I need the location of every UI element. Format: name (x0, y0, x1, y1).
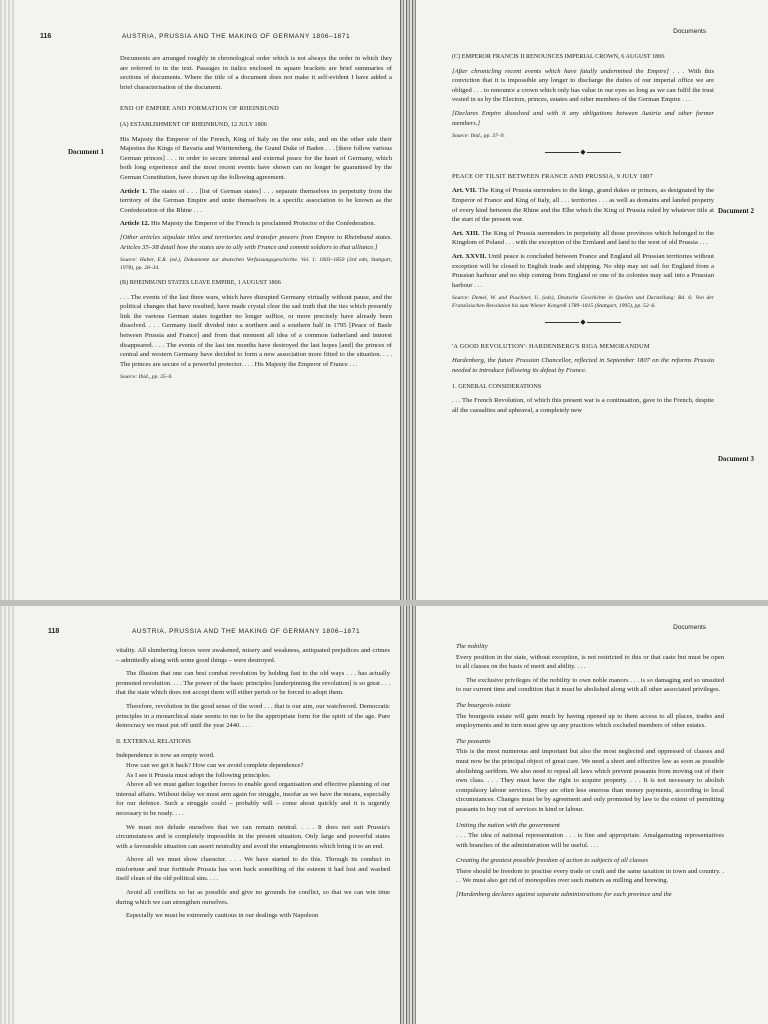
subsection-heading: Creating the greatest possible freedom of action to subjects of all classes (456, 857, 649, 865)
paragraph: vitality. All slumbering forces were awakened, misery and weakness, antiquated prejudices and crimes – admittedly along with some good things – were destroyed. (116, 647, 390, 664)
running-head: AUSTRIA, PRUSSIA AND THE MAKING OF GERMANY 1806–1871 (122, 33, 351, 40)
section-c-text: . . . With this conviction that it is impossible any longer to discharge the duties of our imperial office we are obliged . . . to renounce a crown which only has value in our eyes so long as we can fulfil the trust vested in us by the Electors, princes, estates and other members of the German Empire . . . (452, 67, 715, 104)
paragraph: How can we get it back? How can we avoid complete dependence? (126, 761, 304, 769)
document-3-intro: Hardenberg, the future Prussian Chancellor, reflected in September 1807 on the reforms Prussia needed to introduce following its defeat by France. (452, 357, 714, 375)
article-13 (452, 229, 714, 248)
document-2-label: Document 2 (718, 207, 754, 215)
page-edge (0, 0, 14, 600)
document-3-label: Document 3 (718, 455, 754, 463)
article-7-text: The King of Prussia surrenders to the kings, grand dukes or princes, as designated by the Emperor of France and King of Italy, all . . . territories . . . as well as domains and landed property of every kind between the Rhine and the Elbe which the King of Prussia ruled by whatever title at the start of the present war. (452, 187, 715, 224)
paragraph: Every position in the state, without exception, is not restricted to this or that caste but must be open to all classes on the basis of merit and ability. . . . (456, 653, 724, 671)
paragraph: This is the most numerous and important but also the most neglected and oppressed of classes and must now be the principal object of great care. We need a short and effective law as soon as possible abolishing serfdom. We also need to repeal all laws which prevent peasants from moving out of their own class. . . . They must have the right to acquire property. . . . It is not necessary to abolish compulsory labour services. They are often less onerous than money payments, according to local circumstances. Changes must be by agreement and only promoted by law to the extent of permitting peasants to buy out of services in kind or labour. (456, 748, 724, 813)
subsection-heading: The bourgeois estate (456, 701, 511, 709)
document-3-paragraph: . . . The French Revolution, of which this present war is a continuation, gave to the French, despite all the casualties and upheaval, a completely new (452, 397, 714, 414)
article-1-text: The states of . . . [list of German states] . . . separate themselves in perpetuity from the territory of the German Empire and unite themselves in a specific association to be known as the Confederation of the Rhine . . . (120, 187, 393, 214)
paragraph: The bourgeois estate will gain much by having opened up to them access to all places, trades and employments and in turn must give up any practices which excluded members of other estates. (456, 712, 724, 730)
subsection-heading: Uniting the nation with the government (456, 821, 560, 829)
article-27-label: Art. XXVII. (452, 252, 487, 260)
article-27 (452, 252, 714, 290)
article-27-text: Until peace is concluded between France and England all Prussian territories without exception will be closed to English trade and shipping. No ship may set sail for England from a Prussian harbour and no ship coming from England or one of its colonies may sail into a Prussian harbour . . . (452, 252, 714, 289)
section-b-source: Source: Ibid., pp. 35–6. (120, 374, 173, 381)
document-1-title: END OF EMPIRE AND FORMATION OF RHEINBUND (120, 105, 279, 113)
paragraph: The exclusive privileges of the nobility to own noble manors . . . is so damaging and so unsuited to our current time and condition that it must be abolished along with all other associated privileges. (456, 676, 724, 694)
section-c-source: Source: Ibid., pp. 37–9. (452, 133, 505, 140)
section-a-paragraph: His Majesty the Emperor of the French, King of Italy on the one side, and on the other side their Majesties the Kings of Bavaria and Württemberg, the Grand Duke of Baden . . . [there follow various German princes] . . . in order to secure internal and external peace for the heart of Germany, which both long experience and the most recent events have shown can no longer be guaranteed by the German Constitution, have drawn up the following agreement. (120, 135, 392, 181)
text-column (116, 646, 390, 925)
article-12 (120, 219, 392, 229)
document-2-source: Source: Demel, W. and Puschner, U. (eds), Deutsche Geschichte in Quellen und Darstellung: Bd. 6: Von der Französischen Revolution bis zum Wiener Kongreß 1789–1815 (Stuttgart, 1995), pp. 52–6. (452, 295, 714, 310)
page-119 (416, 606, 768, 1024)
paragraph: As I see it Prussia must adopt the following principles. (126, 771, 271, 779)
paragraph: . . . The idea of national representation . . . is fine and appropriate. Amalgamating representatives with branches of the administration will be useful. . . . (456, 832, 724, 849)
paragraph: The illusion that one can best combat revolution by holding fast to the old ways . . . has actually promoted revolution. . . . The power of the basic principles [underpinning the revolution] is so great . . . that the state which does not accept them will either perish or be forced to adopt them. (116, 670, 390, 697)
article-1 (120, 187, 392, 216)
book-gutter (400, 0, 416, 600)
paragraph: We must not delude ourselves that we can remain neutral. . . . It does not suit Prussia's circumstances and is completely impossible in the present situation. Only large and powerful states with a favourable situation can assert neutrality and avoid the entanglements which bring it to an end. (116, 823, 390, 850)
article-7 (452, 186, 714, 224)
intro-paragraph: Documents are arranged roughly in chronological order which is not always the order in which they are referred to in the text. Passages in italics enclosed in square brackets are brief summaries of sections of documents. Where the title of a document does not make it self-evident I have added a brief characterisation of the document. (120, 55, 392, 91)
subsection-heading: The peasants (456, 737, 491, 745)
article-13-label: Art. XIII. (452, 229, 480, 237)
section-b-paragraph: . . . The events of the last three wars, which have disrupted Germany virtually without pause, and the political changes that have resulted, have made crystal clear the sad truth that the ties which presently link the various German states together no longer suffice, or more precisely have already been dissolved. . . . Germany itself divided into a northern and a southern half in 1795 [Peace of Basle between Prussia and France] and from that moment all idea of a common fatherland and interest disappeared. . . . The events of the last ten months have destroyed the last hopes [and] the princes of central and western Germany have decided to form a new association more fitted to the situation. . . . The princes are secure of a powerful protector. . . . His Majesty the Emperor of France . . . (120, 293, 392, 368)
page-edge (0, 606, 14, 1024)
article-12-text: His Majesty the Emperor of the French is proclaimed Protector of the Confederation. (150, 220, 376, 228)
text-column (452, 52, 714, 419)
paragraph: Above all we must show character. . . . We have started to do this. Through its conduct in misfortune and true fortitude Prussia has won back something of the esteem it had lost and washed itself clean of the old political sins. . . . (116, 856, 390, 883)
page-number: 118 (48, 628, 60, 635)
document-3-subheading: 1. GENERAL CONSIDERATIONS (452, 382, 542, 390)
paragraph: Therefore, revolution in the good sense of the word . . . that is our aim, our watchword. Democratic principles in a monarchical state seems to me to be the appropriate form for the spirit of the age. Pure democracy we must put off until the year 2440. . . . (116, 702, 390, 730)
running-head: AUSTRIA, PRUSSIA AND THE MAKING OF GERMANY 1806–1871 (132, 628, 361, 635)
section-a-summary: [Other articles stipulate titles and territories and transfer powers from Empire to Rheinbund states. Articles 35–38 detail how the states are to ally with France and commit soldiers to that alliance.] (120, 233, 392, 251)
text-column (456, 642, 724, 904)
section-c-heading: (C) EMPEROR FRANCIS II RENOUNCES IMPERIAL CROWN, 6 AUGUST 1806 (452, 53, 665, 60)
section-c-summary: [Declares Empire dissolved and with it any obligations between Austria and other former members.] (452, 109, 714, 127)
book-gutter (400, 606, 416, 1024)
section-divider-ornament: ◆ (452, 148, 714, 158)
paragraph: Avoid all conflicts so far as possible and give no grounds for conflict, so that we can win time during which we can strengthen ourselves. (116, 889, 390, 906)
document-1-label: Document 1 (68, 148, 104, 156)
page-118 (0, 606, 400, 1024)
page-116 (0, 0, 400, 600)
section-c-italic: [After chronicling recent events which have fatally undermined the Empire] (452, 67, 669, 75)
section-a-source: Source: Huber, E.R. (ed.), Dokumente zur deutschen Verfassungsgeschichte. Vol. 1: 1803–1850 (3rd edn, Stuttgart, 1978), pp. 28–34. (120, 257, 392, 272)
article-1-label: Article 1. (120, 187, 147, 195)
paragraph: Especially we must be extremely cautious in our dealings with Napoleon (126, 912, 319, 920)
text-column (120, 54, 392, 385)
article-13-text: The King of Prussia surrenders in perpetuity all those provinces which belonged to the Kingdom of Poland . . . with the exception of the Ermland and land to the west of old Prussia . . . (452, 229, 715, 247)
section-b-heading: (B) RHEINBUND STATES LEAVE EMPIRE, 1 AUGUST 1806 (120, 279, 281, 287)
running-head: Documents (673, 28, 706, 35)
section-c-paragraph (452, 67, 714, 105)
page-117 (416, 0, 768, 600)
paragraph: [Hardenberg declares against separate administrations for each province and the (456, 891, 672, 899)
document-3-title: 'A GOOD REVOLUTION': HARDENBERG'S RIGA MEMORANDUM (452, 342, 650, 350)
subsection-heading: The nobility (456, 643, 488, 650)
document-2-title: PEACE OF TILSIT BETWEEN FRANCE AND PRUSSIA, 9 JULY 1807 (452, 172, 653, 180)
paragraph: There should be freedom to practise every trade or craft and the same taxation in town and country. . . . We must also get rid of monopolies over such matters as milling and brewing. (456, 867, 724, 885)
article-7-label: Art. VII. (452, 187, 477, 195)
running-head: Documents (673, 624, 706, 631)
paragraph: Above all we must gather together forces to enable good organisation and effective planning of our internal affairs. Without delay we must arm again for struggle, insofar as we have the means, especially for our defence. Such a struggle could – probably will – come about quickly and it is urgently necessary to be ready. . . . (116, 781, 390, 817)
article-12-label: Article 12. (120, 220, 150, 228)
section-heading: II. EXTERNAL RELATIONS (116, 737, 191, 745)
paragraph: Independence is now an empty word. (116, 752, 215, 760)
section-divider-ornament: ◆ (452, 318, 714, 328)
page-number: 116 (40, 33, 52, 40)
section-a-heading: (A) ESTABLISHMENT OF RHEINBUND, 12 JULY 1806 (120, 120, 267, 128)
